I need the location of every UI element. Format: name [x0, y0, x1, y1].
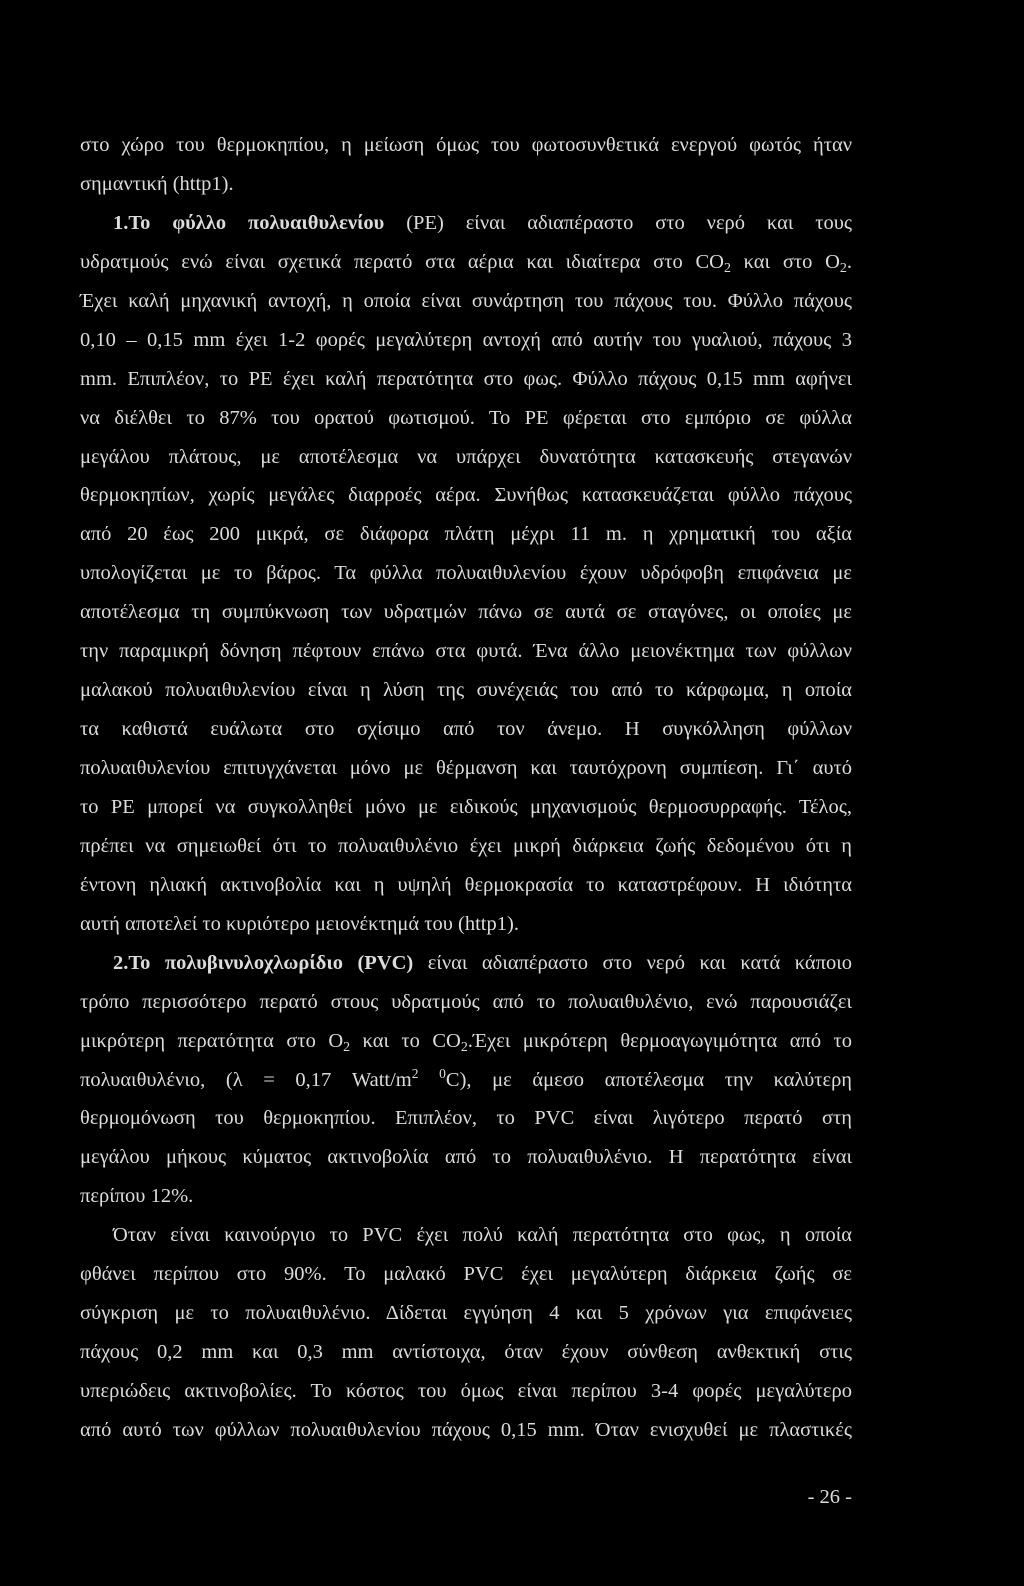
text-line [80, 438, 852, 477]
superscript: 2 [411, 1065, 419, 1081]
superscript: 0 [439, 1065, 446, 1081]
text-run: μαλακού πολυαιθυλενίου είναι η λύση της συνέχειάς του από το κάρφωμα, η οποία [80, 679, 852, 702]
text-run: μεγάλου μήκους κύματος ακτινοβολία από το πολυαιθυλένιο. Η περατότητα είναι [80, 1146, 852, 1169]
text-line [80, 1372, 852, 1411]
text-run: Έχει καλή μηχανική αντοχή, η οποία είναι συνάρτηση του πάχους του. Φύλλο πάχους [80, 289, 852, 312]
text-run: αυτή αποτελεί το κυριότερο μειονέκτημά του (http1). [80, 912, 519, 935]
text-line [80, 1138, 852, 1177]
text-line [80, 1099, 852, 1138]
body-text [80, 126, 852, 1450]
text-line [80, 827, 852, 866]
paragraph-pvc-durability [80, 1216, 852, 1450]
text-line [80, 671, 852, 710]
text-line [80, 165, 852, 204]
text-run: Όταν είναι καινούργιο το PVC έχει πολύ καλή περατότητα στο φως, η οποία [113, 1224, 852, 1247]
text-line [80, 126, 852, 165]
text-run: mm. Επιπλέον, το PE έχει καλή περατότητα στο φως. Φύλλο πάχους 0,15 mm αφήνει [80, 367, 852, 390]
text-line [80, 1061, 852, 1100]
text-run: πολυαιθυλένιο, (λ = 0,17 Watt/m [80, 1068, 412, 1091]
text-line [80, 515, 852, 554]
bold-run: 2.Το πολυβινυλοχλωρίδιο (PVC) [113, 951, 414, 974]
text-line [80, 1022, 852, 1061]
text-run: μεγάλου πλάτους, με αποτέλεσμα να υπάρχει δυνατότητα κατασκευής στεγανών [80, 445, 852, 468]
text-run: περίπου 12%. [80, 1185, 194, 1208]
text-run: σύγκριση με το πολυαιθυλένιο. Δίδεται εγγύηση 4 και 5 χρόνων για επιφάνειες [80, 1302, 852, 1325]
text-run: C), με άμεσο αποτέλεσμα την καλύτερη [445, 1068, 853, 1091]
text-run: μικρότερη περατότητα στο O [80, 1029, 344, 1052]
text-run: 0,10 – 0,15 mm έχει 1-2 φορές μεγαλύτερη αντοχή από αυτήν του γυαλιού, πάχους 3 [80, 328, 852, 351]
text-run: τα καθιστά ευάλωτα στο σχίσιμο από τον άνεμο. Η συγκόλληση φύλλων [80, 718, 852, 741]
text-run: από 20 έως 200 μικρά, σε διάφορα πλάτη μέχρι 11 m. η χρηματική του αξία [80, 523, 852, 546]
text-line [80, 593, 852, 632]
text-run [419, 1069, 440, 1091]
text-run: τρόπο περισσότερο περατό στους υδρατμούς από το πολυαιθυλένιο, ενώ παρουσιάζει [80, 990, 852, 1013]
text-line [80, 632, 852, 671]
text-run: στο χώρο του θερμοκηπίου, η μείωση όμως του φωτοσυνθετικά ενεργού φωτός ήταν [80, 134, 852, 156]
text-run: υπεριώδεις ακτινοβολίες. Το κόστος του όμως είναι περίπου 3-4 φορές μεγαλύτερο [80, 1380, 852, 1402]
text-run: υπολογίζεται με το βάρος. Τα φύλλα πολυαιθυλενίου έχουν υδρόφοβη επιφάνεια με [80, 562, 852, 585]
text-run: και το CO [350, 1029, 461, 1052]
page-number: - 26 - [807, 1486, 852, 1508]
text-run: το PE μπορεί να συγκολληθεί μόνο με ειδικούς μηχανισμούς θερμοσυρραφής. Τέλος, [80, 795, 852, 818]
text-line [80, 905, 852, 944]
text-line [80, 282, 852, 321]
text-line [80, 360, 852, 399]
text-line [80, 1177, 852, 1216]
text-line [80, 710, 852, 749]
text-run: (PE) είναι αδιαπέραστο στο νερό και τους [384, 211, 852, 234]
text-run: σημαντική (http1). [80, 172, 234, 195]
text-line [80, 788, 852, 827]
text-line [80, 1411, 852, 1450]
text-run: πολυαιθυλενίου επιτυγχάνεται μόνο με θέρμανση και ταυτόχρονη συμπίεση. Γι΄ αυτό [80, 757, 852, 779]
text-line [80, 1216, 852, 1255]
text-run: . [846, 250, 853, 273]
text-line [80, 749, 852, 788]
subscript: 2 [723, 260, 731, 276]
paragraph-pvc [80, 944, 852, 1217]
text-run: υδρατμούς ενώ είναι σχετικά περατό στα αέρια και ιδιαίτερα στο CO [80, 250, 724, 273]
text-line [80, 321, 852, 360]
text-line [80, 1333, 852, 1372]
text-run: πρέπει να σημειωθεί ότι το πολυαιθυλένιο έχει μικρή διάρκεια ζωής δεδομένου ότι η [80, 834, 852, 857]
text-run: είναι αδιαπέραστο στο νερό και κατά κάποιο [413, 951, 853, 974]
text-line [80, 204, 852, 243]
text-line [80, 944, 852, 983]
text-line [80, 243, 852, 282]
text-run: την παραμικρή δόνηση πέφτουν επάνω στα φυτά. Ένα άλλο μειονέκτημα των φύλλων [80, 640, 852, 663]
text-line [80, 1294, 852, 1333]
paragraph-polyethylene [80, 204, 852, 944]
text-line [80, 399, 852, 438]
text-run: από αυτό των φύλλων πολυαιθυλενίου πάχους 0,15 mm. Όταν ενισχυθεί με πλαστικές [80, 1418, 852, 1441]
text-run: θερμομόνωση του θερμοκηπίου. Επιπλέον, το PVC είναι λιγότερο περατό στη [80, 1107, 852, 1130]
subscript: 2 [343, 1039, 351, 1055]
subscript: 2 [839, 260, 847, 276]
text-run: έντονη ηλιακή ακτινοβολία και η υψηλή θερμοκρασία το καταστρέφουν. Η ιδιότητα [80, 873, 852, 896]
text-line [80, 866, 852, 905]
text-line [80, 1255, 852, 1294]
bold-run: 1.Το φύλλο πολυαιθυλενίου [113, 211, 385, 234]
text-run: και στο O [730, 250, 840, 273]
text-line [80, 476, 852, 515]
text-run: αποτέλεσμα τη συμπύκνωση των υδρατμών πάνω σε αυτά σε σταγόνες, οι οποίες με [80, 601, 852, 624]
text-run: να διέλθει το 87% του ορατού φωτισμού. Το PE φέρεται στο εμπόριο σε φύλλα [80, 406, 852, 429]
text-run: φθάνει περίπου στο 90%. Το μαλακό PVC έχει μεγαλύτερη διάρκεια ζωής σε [80, 1263, 852, 1286]
text-line [80, 983, 852, 1022]
text-line [80, 554, 852, 593]
text-run: πάχους 0,2 mm και 0,3 mm αντίστοιχα, όταν έχουν σύνθεση ανθεκτική στις [80, 1341, 852, 1364]
paragraph-continued [80, 126, 852, 204]
subscript: 2 [460, 1039, 468, 1055]
text-run: θερμοκηπίων, χωρίς μεγάλες διαρροές αέρα. Συνήθως κατασκευάζεται φύλλο πάχους [80, 484, 852, 507]
text-run: .Έχει μικρότερη θερμοαγωγιμότητα από το [467, 1029, 852, 1052]
